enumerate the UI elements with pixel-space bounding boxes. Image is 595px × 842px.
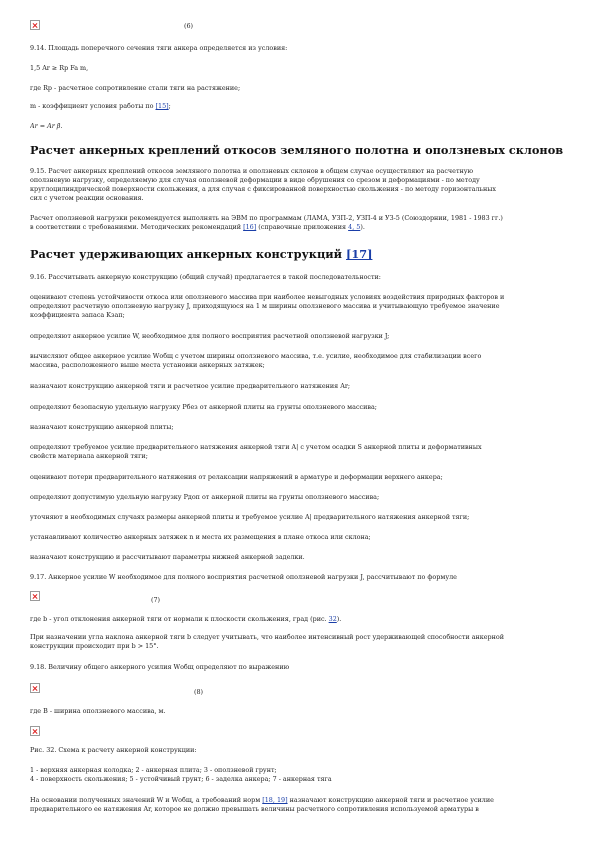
ref-link-17[interactable]: [17] bbox=[346, 247, 373, 261]
final-line-1-text-a: На основании полученных значений W и Wобщ, а требований норм bbox=[30, 796, 261, 804]
ref-link-15[interactable]: [15] bbox=[155, 102, 169, 110]
final-paragraph-line-1 bbox=[30, 796, 565, 805]
figure-caption: Рис. 32. Схема к расчету анкерной конструкции: bbox=[30, 746, 197, 754]
b-definition-end: ). bbox=[336, 615, 342, 623]
step-2: определяют анкерное усилие W, необходимое для полного восприятия расчетной оползневой нагрузки J; bbox=[30, 332, 390, 340]
step-11: устанавливают количество анкерных затяжек n и места их размещения в плане откоса или склона; bbox=[30, 533, 371, 541]
step-1-line-3: коэффициента запаса Kзап; bbox=[30, 311, 125, 319]
paragraph-9-14: 9.14. Площадь поперечного сечения тяги анкера определяется из условия: bbox=[30, 44, 288, 52]
figure-link-32[interactable]: 32 bbox=[328, 615, 337, 623]
step-12: назначают конструкцию и рассчитывают параметры нижней анкерной заделки. bbox=[30, 553, 305, 561]
step-9: определяют допустимую удельную нагрузку Pдоп от анкерной плиты на грунты оползневого массива; bbox=[30, 493, 380, 501]
step-8: оценивают потери предварительного натяжения от релаксации напряжений в арматуре и деформации верхнего анкера; bbox=[30, 473, 443, 481]
heading-retaining-text: Расчет удерживающих анкерных конструкций bbox=[30, 247, 343, 261]
heading-retaining-anchors bbox=[30, 247, 575, 261]
step-6: назначают конструкцию анкерной плиты; bbox=[30, 423, 174, 431]
formula-image-7 bbox=[30, 591, 40, 601]
rp-definition: где Rp - расчетное сопротивление стали тяги на растяжение; bbox=[30, 84, 241, 92]
paragraph-calc-line-2 bbox=[30, 223, 565, 232]
paragraph-9-17: 9.17. Анкерное усилие W необходимое для полного восприятия расчетной оползневой нагрузки J, рассчитывают по формуле bbox=[30, 573, 457, 581]
m-definition-text: m - коэффициент условия работы по bbox=[30, 102, 154, 110]
formula-image-8 bbox=[30, 683, 40, 693]
ref-link-16[interactable]: [16] bbox=[243, 223, 257, 231]
b-definition bbox=[30, 615, 565, 624]
m-definition bbox=[30, 102, 565, 111]
ref-link-18-19[interactable]: [18, 19] bbox=[262, 796, 288, 804]
b-definition-text: где b - угол отклонения анкерной тяги от нормали к плоскости скольжения, град (рис. bbox=[30, 615, 327, 623]
formula-number-8: (8) bbox=[194, 688, 204, 696]
paragraph-9-15-line-2: оползневую нагрузку, определяемую для случая оползневой деформации в виде обрушения со срезом и деформациями - по методу bbox=[30, 176, 480, 184]
paragraph-9-16: 9.16. Рассчитывать анкерную конструкцию (общий случай) предлагается в такой последовательности: bbox=[30, 273, 381, 281]
step-1-line-2: определяют расчетную оползневую нагрузку J, приходящуюся на 1 м ширины оползневого массива и учитывающую требуемое значение bbox=[30, 302, 500, 310]
step-3-line-1: вычисляют общее анкерное усилие Wобщ с учетом ширины оползневого массива, т.е. усилие, необходимое для стабилизации всего bbox=[30, 352, 482, 360]
step-1-line-1: оценивают степень устойчивости откоса или оползневого массива при наиболее невыгодных условиях воздействия природных факторов и bbox=[30, 293, 505, 301]
calc-line-2-text-b: (справочные приложения bbox=[258, 223, 347, 231]
B-definition: где B - ширина оползневого массива, м. bbox=[30, 707, 166, 715]
step-3-line-2: массива, расположенного выше места установки анкерных затяжек; bbox=[30, 361, 265, 369]
m-definition-end: ; bbox=[168, 102, 171, 110]
paragraph-calc-line-1: Расчет оползневой нагрузки рекомендуется выполнять на ЭВМ по программам (ЛАМА, УЗП-2, УЗП-4 и УЗ-5 (Союздорнии, 1981 - 1983 гг.) bbox=[30, 214, 503, 222]
paragraph-9-15-line-1: 9.15. Расчет анкерных креплений откосов земляного полотна и оползневых склонов в общем случае осуществляют на расчетную bbox=[30, 167, 474, 175]
figure-32-image bbox=[30, 726, 40, 736]
paragraph-angle-line-2: конструкции происходит при b > 15°. bbox=[30, 642, 159, 650]
formula-number-6: (6) bbox=[184, 22, 194, 30]
step-5: определяют безопасную удельную нагрузку Pбез от анкерной плиты на грунты оползневого массива; bbox=[30, 403, 377, 411]
final-line-1-text-b: назначают конструкцию анкерной тяги и расчетное усилие bbox=[289, 796, 494, 804]
step-7-line-1: определяют требуемое усилие предварительного натяжения анкерной тяги A| с учетом осадки S анкерной плиты и деформативных bbox=[30, 443, 482, 451]
calc-line-2-text-c: ). bbox=[360, 223, 365, 231]
paragraph-angle-line-1: При назначении угла наклона анкерной тяги b следует учитывать, что наиболее интенсивный рост удерживающей способности анкерной bbox=[30, 633, 504, 641]
figure-legend-line-2: 4 - поверхность скольжения; 5 - устойчивый грунт; 6 - заделка анкера; 7 - анкерная тяга bbox=[30, 775, 332, 783]
paragraph-9-15-line-4: сил с учетом реакции основания. bbox=[30, 194, 144, 202]
step-4: назначают конструкцию анкерной тяги и расчетное усилие предварительного натяжения Ar; bbox=[30, 382, 351, 390]
heading-anchor-slopes: Расчет анкерных креплений откосов земляного полотна и оползневых склонов bbox=[30, 143, 564, 157]
calc-line-2-text-a: в соответствии с требованиями. Методических рекомендаций bbox=[30, 223, 242, 231]
figure-legend-line-1: 1 - верхняя анкерная колодка; 2 - анкерная плита; 3 - оползневой грунт; bbox=[30, 766, 277, 774]
final-paragraph-line-2: предварительного ее натяжения Ar, которое не должно превышать величины расчетного сопротивления используемой арматуры в bbox=[30, 805, 479, 813]
step-10: уточняют в необходимых случаях размеры анкерной плиты и требуемое усилие A| предварительного натяжения анкерной тяги; bbox=[30, 513, 470, 521]
ref-link-appendix-4-5[interactable]: 4, 5 bbox=[348, 223, 361, 231]
paragraph-9-15-line-3: круглоцилиндрической поверхности скольжения, а для случая с фиксированной поверхностью скольжения - по методу горизонтальных bbox=[30, 185, 496, 193]
ar-formula: Ar = Ar β. bbox=[30, 122, 63, 130]
formula-9-14: 1,5 Ar ≥ Rp Fa m, bbox=[30, 64, 89, 72]
formula-number-7: (7) bbox=[151, 596, 161, 604]
step-7-line-2: свойств материала анкерной тяги; bbox=[30, 452, 148, 460]
paragraph-9-18: 9.18. Величину общего анкерного усилия Wобщ определяют по выражению bbox=[30, 663, 290, 671]
formula-image-6 bbox=[30, 20, 40, 30]
